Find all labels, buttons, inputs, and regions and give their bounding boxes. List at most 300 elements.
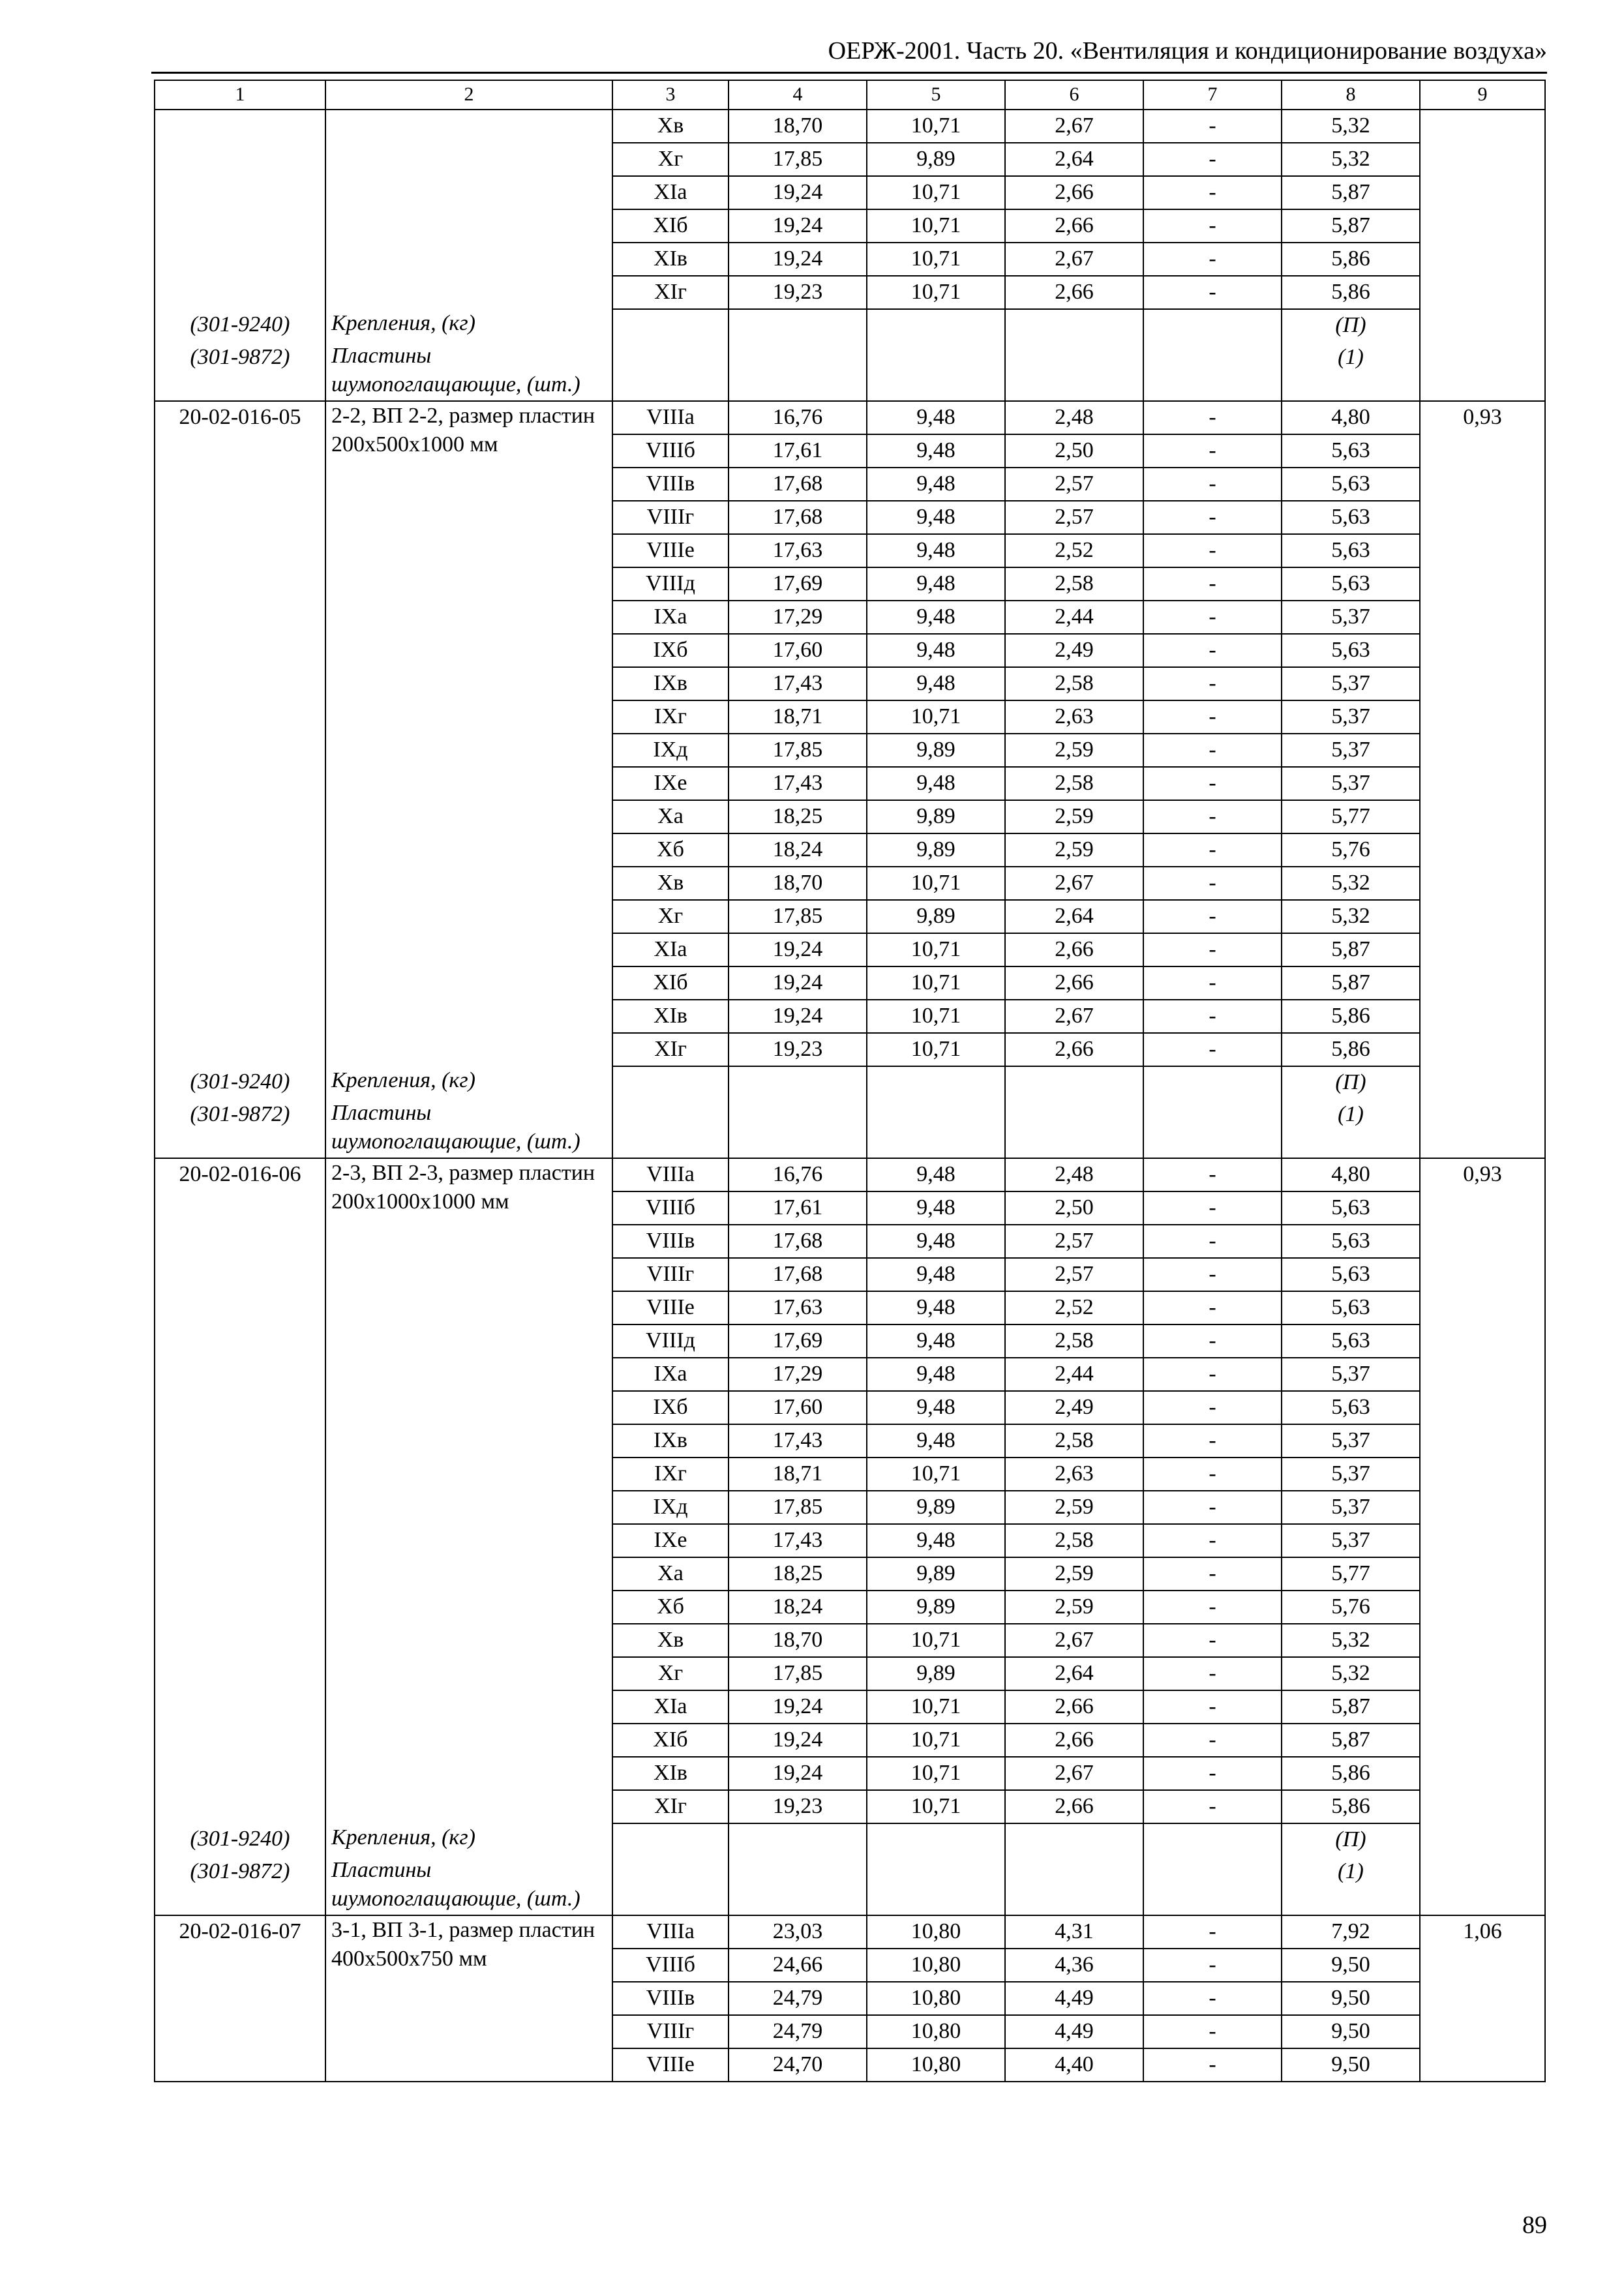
cell-col8: 5,37 [1282,1524,1420,1557]
cell-code [155,209,325,243]
column-header: 3 [612,80,729,110]
cell-col9 [1420,667,1545,700]
cell-code [155,2048,325,2082]
cell-col6: 2,66 [1005,176,1143,209]
cell-code [155,2015,325,2048]
cell-code [155,1191,325,1225]
cell-col8: 5,63 [1282,468,1420,501]
cell-col6: 2,58 [1005,667,1143,700]
description-text: 2-3, ВП 2-3, размер пластин 200х1000х1000 мм [331,1161,595,1214]
cell-col7 [1143,342,1282,401]
cell-col6: 2,58 [1005,567,1143,601]
cell-col8: 5,86 [1282,1757,1420,1790]
column-header: 4 [729,80,867,110]
cell-col7: - [1143,1158,1282,1191]
cell-col6: 2,48 [1005,401,1143,434]
cell-col5: 10,71 [867,176,1005,209]
cell-col6: 2,66 [1005,1690,1143,1724]
cell-col6: 2,66 [1005,209,1143,243]
cell-col7: - [1143,1424,1282,1458]
cell-col9 [1420,1982,1545,2015]
cell-rate-category: XIб [612,209,729,243]
cell-col7: - [1143,468,1282,501]
cell-col5: 9,48 [867,767,1005,800]
cell-rate-category: VIIIа [612,1915,729,1949]
table-row [155,1524,1545,1557]
cell-col9 [1420,534,1545,567]
cell-col9 [1420,800,1545,833]
cell-col8: 9,50 [1282,1982,1420,2015]
cell-col6: 2,48 [1005,1158,1143,1191]
cell-col9 [1420,309,1545,342]
cell-description [325,1458,612,1491]
cell-col6: 2,66 [1005,1033,1143,1066]
cell-description [325,1823,612,1856]
cell-col6: 2,67 [1005,1757,1143,1790]
cell-col8: 5,86 [1282,1000,1420,1033]
cell-col9: 1,06 [1420,1915,1545,1949]
cell-rate-category: VIIIе [612,534,729,567]
cell-col9 [1420,1657,1545,1690]
cell-code [155,567,325,601]
cell-col9 [1420,1225,1545,1258]
column-header: 6 [1005,80,1143,110]
cell-col8: 5,87 [1282,966,1420,1000]
cell-col7 [1143,309,1282,342]
table-row [155,143,1545,176]
table-row [155,867,1545,900]
cell-rate-category: Ха [612,1557,729,1591]
cell-col9 [1420,1557,1545,1591]
cell-col6: 2,49 [1005,1391,1143,1424]
cell-col5: 10,71 [867,243,1005,276]
cell-col4: 17,43 [729,667,867,700]
cell-description [325,1358,612,1391]
cell-col7: - [1143,2048,1282,2082]
cell-col7: - [1143,1458,1282,1491]
cell-col9 [1420,342,1545,401]
table-row [155,276,1545,309]
cell-col7: - [1143,933,1282,966]
table-row [155,501,1545,534]
cell-col8: 5,37 [1282,1358,1420,1391]
cell-col8: (1) [1282,342,1420,401]
cell-col5: 10,71 [867,1033,1005,1066]
cell-col9 [1420,900,1545,933]
cell-description [325,143,612,176]
cell-description [325,1258,612,1291]
cell-description [325,1324,612,1358]
cell-rate-category: XIг [612,1033,729,1066]
cell-col8: 4,80 [1282,1158,1420,1191]
cell-rate-category [612,342,729,401]
cell-code [155,1033,325,1066]
cell-rate-category: XIа [612,176,729,209]
table-row [155,1033,1545,1066]
cell-rate-category [612,1099,729,1158]
cell-col4 [729,1099,867,1158]
table-row [155,401,1545,434]
cell-code [155,833,325,867]
cell-col9 [1420,110,1545,143]
cell-rate-category: IXа [612,1358,729,1391]
cell-rate-category: XIа [612,933,729,966]
cell-description [325,667,612,700]
cell-rate-category: XIа [612,1690,729,1724]
cell-col4: 17,69 [729,1324,867,1358]
cell-col9 [1420,501,1545,534]
cell-description [325,1225,612,1258]
cell-description [325,1491,612,1524]
cell-col8: 5,37 [1282,1491,1420,1524]
cell-col4: 17,68 [729,501,867,534]
cell-rate-category: IXд [612,1491,729,1524]
cell-rate-category: XIв [612,243,729,276]
cell-description [325,1982,612,2015]
cell-rate-category: Хг [612,143,729,176]
cell-col5: 9,48 [867,567,1005,601]
cell-col7: - [1143,1982,1282,2015]
cell-col8: 5,37 [1282,700,1420,734]
column-header: 7 [1143,80,1282,110]
cell-col7: - [1143,243,1282,276]
cell-code [155,1291,325,1324]
cell-col5: 9,48 [867,601,1005,634]
cell-col5 [867,309,1005,342]
cell-col4: 17,68 [729,1258,867,1291]
cell-col5: 10,71 [867,1757,1005,1790]
cell-col7: - [1143,1557,1282,1591]
cell-col7: - [1143,1724,1282,1757]
cell-description [325,110,612,143]
cell-col9 [1420,567,1545,601]
table-row [155,1757,1545,1790]
cell-col7: - [1143,1491,1282,1524]
cell-description [325,601,612,634]
cell-col4: 18,71 [729,1458,867,1491]
cell-code [155,734,325,767]
cell-description [325,966,612,1000]
cell-col6: 2,66 [1005,933,1143,966]
cell-code [155,1324,325,1358]
cell-col7: - [1143,1949,1282,1982]
cell-col4: 18,25 [729,1557,867,1591]
cell-col9 [1420,1757,1545,1790]
cell-col4: 19,23 [729,1033,867,1066]
column-header: 2 [325,80,612,110]
cell-col7 [1143,1856,1282,1915]
cell-col9 [1420,601,1545,634]
cell-col9 [1420,1949,1545,1982]
cell-col8: 5,63 [1282,1225,1420,1258]
cell-col6: 2,52 [1005,1291,1143,1324]
cell-col8: 9,50 [1282,2048,1420,2082]
rates-table [154,80,1546,2082]
cell-col6 [1005,309,1143,342]
cell-col8: (П) [1282,1823,1420,1856]
cell-code [155,1949,325,1982]
cell-col5: 9,89 [867,1657,1005,1690]
cell-col6: 2,44 [1005,601,1143,634]
cell-col9 [1420,1690,1545,1724]
cell-col8: 5,37 [1282,1458,1420,1491]
table-row [155,1591,1545,1624]
cell-rate-category: IXв [612,667,729,700]
cell-col8: 5,37 [1282,667,1420,700]
cell-description [325,900,612,933]
cell-col7: - [1143,434,1282,468]
cell-col9 [1420,1591,1545,1624]
cell-rate-category: XIб [612,1724,729,1757]
cell-rate-category: Хб [612,1591,729,1624]
cell-col8: 5,76 [1282,833,1420,867]
cell-col6: 2,67 [1005,1624,1143,1657]
cell-col8: 5,63 [1282,1258,1420,1291]
cell-col8: 5,32 [1282,1624,1420,1657]
cell-col8: 5,32 [1282,143,1420,176]
cell-col4: 19,23 [729,1790,867,1823]
cell-col7: - [1143,143,1282,176]
cell-col4 [729,342,867,401]
cell-rate-category [612,1856,729,1915]
cell-col8: 9,50 [1282,1949,1420,1982]
description-text: 3-1, ВП 3-1, размер пластин 400х500х750 мм [331,1918,595,1971]
cell-col7 [1143,1099,1282,1158]
cell-col8: 5,63 [1282,1191,1420,1225]
cell-description [325,209,612,243]
page-header-title: ОЕРЖ-2001. Часть 20. «Вентиляция и кондиционирование воздуха» [828,37,1547,65]
cell-rate-category: XIв [612,1000,729,1033]
cell-rate-category: IXа [612,601,729,634]
cell-rate-category: VIIIа [612,1158,729,1191]
cell-col6 [1005,1099,1143,1158]
cell-description [325,700,612,734]
cell-col4: 24,79 [729,2015,867,2048]
cell-code: 20-02-016-05 [155,401,325,434]
cell-col5: 9,48 [867,401,1005,434]
cell-description [325,1757,612,1790]
table-row [155,2015,1545,2048]
cell-code [155,434,325,468]
cell-col4: 17,60 [729,1391,867,1424]
cell-description [325,1424,612,1458]
cell-col6: 2,63 [1005,1458,1143,1491]
cell-col4: 17,85 [729,1657,867,1690]
cell-col5: 9,89 [867,900,1005,933]
cell-code [155,1591,325,1624]
cell-col8: 5,86 [1282,243,1420,276]
cell-col7: - [1143,176,1282,209]
cell-code [155,1391,325,1424]
cell-col5: 10,71 [867,1624,1005,1657]
column-header: 9 [1420,80,1545,110]
cell-col5 [867,1066,1005,1099]
cell-col6: 4,49 [1005,1982,1143,2015]
cell-code [155,1000,325,1033]
cell-col8: 5,63 [1282,434,1420,468]
cell-col6: 2,57 [1005,1225,1143,1258]
cell-col4: 24,66 [729,1949,867,1982]
cell-col4: 19,24 [729,1690,867,1724]
cell-col4: 17,68 [729,468,867,501]
cell-code: (301-9240) [155,309,325,342]
cell-col6: 2,49 [1005,634,1143,667]
cell-description [325,767,612,800]
cell-rate-category: IXе [612,1524,729,1557]
cell-col7: - [1143,1915,1282,1949]
cell-col8: 5,63 [1282,1291,1420,1324]
cell-col9 [1420,734,1545,767]
cell-col7: - [1143,833,1282,867]
cell-code [155,1757,325,1790]
material-row [155,1856,1545,1915]
cell-col4: 17,85 [729,900,867,933]
table-row [155,1158,1545,1191]
cell-col7: - [1143,601,1282,634]
table-row [155,1915,1545,1949]
cell-col8: 5,63 [1282,1391,1420,1424]
cell-col4: 17,43 [729,1524,867,1557]
cell-col4: 17,63 [729,1291,867,1324]
cell-col5: 10,80 [867,1982,1005,2015]
cell-rate-category: VIIIг [612,501,729,534]
cell-description [325,342,612,401]
table-row [155,1458,1545,1491]
cell-col4: 19,24 [729,933,867,966]
cell-col7: - [1143,1324,1282,1358]
cell-code [155,1424,325,1458]
cell-col5: 9,48 [867,434,1005,468]
cell-rate-category: IXв [612,1424,729,1458]
cell-col9 [1420,1856,1545,1915]
cell-col5: 9,48 [867,1158,1005,1191]
cell-code: (301-9240) [155,1066,325,1099]
cell-rate-category: IXд [612,734,729,767]
description-text: Пластины шумопоглащающие, (шт.) [331,1101,580,1154]
cell-col6: 2,50 [1005,1191,1143,1225]
cell-col8: (1) [1282,1099,1420,1158]
cell-col6: 4,40 [1005,2048,1143,2082]
cell-description [325,634,612,667]
cell-col9: 0,93 [1420,401,1545,434]
cell-code [155,800,325,833]
cell-code [155,176,325,209]
cell-col5: 10,71 [867,209,1005,243]
cell-col7: - [1143,501,1282,534]
cell-col7: - [1143,1624,1282,1657]
cell-col6: 2,59 [1005,734,1143,767]
column-header: 1 [155,80,325,110]
cell-col7: - [1143,1033,1282,1066]
cell-rate-category: IXг [612,1458,729,1491]
cell-col5: 10,71 [867,1790,1005,1823]
table-row [155,800,1545,833]
description-text: Пластины шумопоглащающие, (шт.) [331,1858,580,1911]
cell-col5: 10,71 [867,1724,1005,1757]
cell-col5 [867,1856,1005,1915]
cell-col9 [1420,1358,1545,1391]
cell-col9 [1420,1491,1545,1524]
cell-col9 [1420,143,1545,176]
cell-col5: 9,89 [867,734,1005,767]
cell-col6: 2,59 [1005,1557,1143,1591]
cell-col4: 24,70 [729,2048,867,2082]
cell-code [155,534,325,567]
cell-rate-category: Хв [612,1624,729,1657]
cell-code [155,700,325,734]
cell-col4: 17,61 [729,1191,867,1225]
cell-rate-category: XIв [612,1757,729,1790]
cell-description [325,1690,612,1724]
cell-rate-category: VIIIб [612,1191,729,1225]
table-row [155,468,1545,501]
column-header-row [155,80,1545,110]
table-row [155,1491,1545,1524]
cell-rate-category: VIIIе [612,1291,729,1324]
cell-col5: 9,48 [867,667,1005,700]
cell-col7: - [1143,1225,1282,1258]
cell-description [325,1066,612,1099]
cell-col8: 7,92 [1282,1915,1420,1949]
header-rule [151,72,1547,74]
cell-col4: 19,24 [729,243,867,276]
description-text: Крепления, (кг) [331,1068,475,1092]
cell-code [155,143,325,176]
cell-col5: 9,48 [867,501,1005,534]
cell-col4: 18,71 [729,700,867,734]
cell-col9 [1420,700,1545,734]
cell-col6: 2,50 [1005,434,1143,468]
cell-rate-category: Хг [612,1657,729,1690]
cell-code [155,1790,325,1823]
cell-code [155,276,325,309]
cell-col5: 9,48 [867,534,1005,567]
cell-description [325,501,612,534]
cell-col8: 5,76 [1282,1591,1420,1624]
cell-col5: 9,89 [867,1557,1005,1591]
cell-col5: 9,48 [867,1191,1005,1225]
cell-col4 [729,1066,867,1099]
cell-col6: 2,67 [1005,110,1143,143]
cell-description [325,309,612,342]
cell-description [325,1790,612,1823]
cell-col5 [867,1823,1005,1856]
cell-col4: 17,43 [729,1424,867,1458]
cell-col5: 10,80 [867,2048,1005,2082]
cell-col8: 5,32 [1282,900,1420,933]
description-text: Крепления, (кг) [331,1825,475,1849]
cell-col8: 5,37 [1282,1424,1420,1458]
cell-description [325,1099,612,1158]
cell-col5: 10,71 [867,966,1005,1000]
cell-code [155,501,325,534]
cell-col5 [867,342,1005,401]
cell-code [155,1258,325,1291]
table-row [155,601,1545,634]
cell-rate-category: VIIIг [612,2015,729,2048]
cell-col9 [1420,468,1545,501]
cell-col4: 19,23 [729,276,867,309]
cell-col7: - [1143,1657,1282,1690]
table-row [155,209,1545,243]
cell-description [325,1657,612,1690]
cell-col7: - [1143,1690,1282,1724]
cell-col9 [1420,434,1545,468]
cell-col5: 10,80 [867,2015,1005,2048]
cell-description [325,800,612,833]
cell-col6: 2,66 [1005,276,1143,309]
cell-col7: - [1143,1258,1282,1291]
